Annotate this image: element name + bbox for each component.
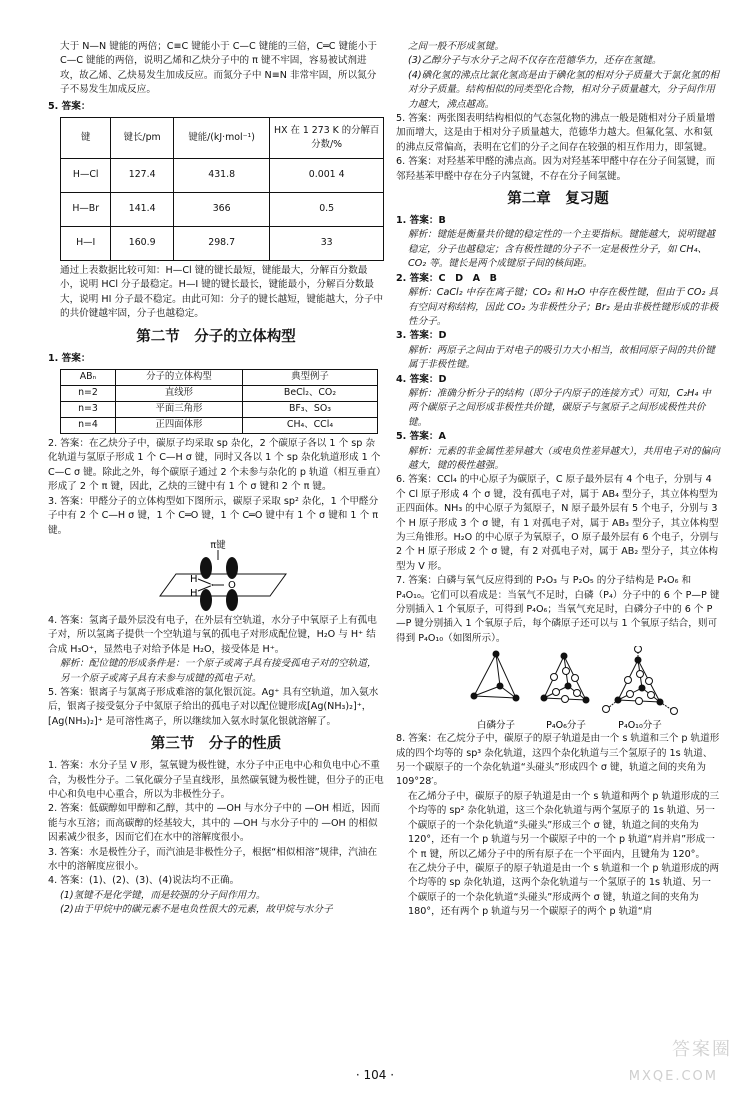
- q4-answer: 4. 答案：氢离子最外层没有电子，在外层有空轨道，水分子中氧原子上有孤电子对，所以氢离子提供一个空轨道与氧的孤电子对形成配位键，H₂O 与 H⁺ 结合成 H₃O⁺，显然电子对给予体是 H₂O，接受体是 H⁺。: [48, 614, 377, 655]
- watermark-logo: 答案圈: [672, 1039, 732, 1060]
- review-q3-answer: 3. 答案：D: [396, 330, 447, 342]
- table-row: [61, 386, 378, 402]
- formaldehyde-diagram: [48, 538, 384, 614]
- svg-text:H: H: [190, 587, 198, 599]
- table-header: 典型例子: [243, 370, 378, 386]
- review-q8-acetylene: 在乙炔分子中，碳原子的原子轨道是由一个 s 轨道和一个 p 轨道形成的两个均等的 sp 杂化轨道，这两个杂化轨道与一个氢原子的 1s 轨道、另一个碳原子的一个杂化轨道“头碰头”形成两个 σ 键，轨道之间的夹角为 180°，还有两个 p 轨道与另一个碳原子的两个 p 轨道“肩: [408, 862, 720, 918]
- s3-q4-part1: (1)氢键不是化学键，而是较强的分子间作用力。: [60, 889, 266, 901]
- table-row: [61, 193, 384, 227]
- q4-explanation: 解析：配位键的形成条件是：一个原子或离子具有接受孤电子对的空轨道，另一个原子或离子具有未参与成键的孤电子对。: [60, 658, 377, 684]
- table-row: [61, 227, 384, 261]
- review-q1-explanation: 解析：键能是衡量共价键的稳定性的一个主要指标。键能越大，说明键越稳定，分子也越稳定；含有极性键的分子不一定是极性分子，如 CH₄、CO₂ 等。键长是两个成键原子间的核间距。: [408, 229, 715, 270]
- s3-q3-answer: 3. 答案：水是极性分子，而汽油是非极性分子，根据“相似相溶”规律，汽油在水中的溶解度应很小。: [48, 846, 378, 872]
- review-q6-answer: 6. 答案：CCl₄ 的中心原子为碳原子，C 原子最外层有 4 个电子，分别与 4 个 Cl 原子形成 4 个 σ 键，没有孤电子对，属于 AB₄ 型分子，其立体构型为正四面体。NH₃ 的中心原子为氮原子，N 原子最外层有 5 个电子，分别与 3 个 H 原子形成 3 个 σ 键，有 1 对孤电子对，属于 AB₃ 型分子，其立体构型为三角锥形。H₂O 的中心原子为氧原子，O 原子最外层有 6 个电子，分别与 2 个 H 原子形成 2 个 σ 键，有 2 对孤电子对，属于 AB₂ 型分子，其立体构型为 V 形。: [396, 474, 719, 572]
- review-q8-answer: 8. 答案：在乙烷分子中，碳原子的原子轨道是由一个 s 轨道和三个 p 轨道形成的四个均等的 sp³ 杂化轨道，这四个杂化轨道与三个氢原子的 1s 轨道、另一个碳原子的一个杂化轨道“头碰头”形成四个 σ 键，轨道之间的夹角为 109°28′。: [396, 733, 720, 788]
- review-q2-answer: 2. 答案：C D A B: [396, 272, 497, 284]
- page-number: · 104 ·: [355, 1068, 395, 1082]
- pi-bond-label: π键: [210, 539, 226, 551]
- table-header: 键: [61, 118, 111, 159]
- s3-q4-part3: (3)乙醇分子与水分子之间不仅存在范德华力，还存在氢键。: [408, 55, 662, 67]
- table-cell: 33: [270, 227, 384, 261]
- left-column: [48, 40, 384, 918]
- svg-text:H: H: [190, 573, 198, 585]
- table-header: 键能/(kJ·mol⁻¹): [173, 118, 269, 159]
- review-q5-explanation: 解析：元素的非金属性差异越大（或电负性差异越大），共用电子对的偏向越大，键的极性越强。: [408, 445, 720, 471]
- p4o10-molecule: [603, 646, 678, 715]
- table-cell: 431.8: [173, 159, 269, 193]
- review-q4-answer: 4. 答案：D: [396, 373, 447, 385]
- table-cell: H—I: [61, 227, 111, 261]
- table-cell: 141.4: [111, 193, 174, 227]
- bond-data-table: [60, 117, 384, 261]
- fig-label-white-phosphorus: 白磷分子: [476, 720, 516, 732]
- review-q2-explanation: 解析：CaCl₂ 中存在离子键；CO₂ 和 H₂O 中存在极性键，但由于 CO₂ 具有空间对称结构，因此 CO₂ 为非极性分子；Br₂ 是由非极性键形成的非极性分子。: [408, 287, 719, 327]
- review-q5-answer: 5. 答案：A: [396, 431, 446, 443]
- table-cell: BF₃、SO₃: [243, 402, 378, 418]
- table-cell: 0.5: [270, 193, 384, 227]
- table-row: [61, 402, 378, 418]
- table-cell: H—Cl: [61, 159, 111, 193]
- table-cell: 0.001 4: [270, 159, 384, 193]
- white-phosphorus-molecule: [471, 651, 519, 701]
- table-header: 键长/pm: [111, 118, 174, 159]
- table-cell: 366: [173, 193, 269, 227]
- s3-q6-answer: 6. 答案：对羟基苯甲醛的沸点高。因为对羟基苯甲醛中存在分子间氢键，而邻羟基苯甲醛中存在分子内氢键，不存在分子间氢键。: [396, 156, 716, 182]
- q3-answer: 3. 答案：甲醛分子的立体构型如下图所示，碳原子采取 sp² 杂化，1 个甲醛分子中有 2 个 C—H σ 键，1 个 C═O 键，1 个 C═O 键中有 1 个 σ 键和 1 个 π 键。: [48, 495, 379, 536]
- table-cell: 正四面体形: [116, 418, 243, 434]
- q5b-answer: 5. 答案：银离子与氯离子形成难溶的氯化银沉淀。Ag⁺ 具有空轨道，加入氨水后，银离子接受氨分子中氮原子给出的孤电子对以配位键形成[Ag(NH₃)₂]⁺，[Ag(NH₃)₂]⁺ 是可溶性离子，所以继续加入氨水时氯化银就溶解了。: [48, 686, 379, 727]
- q5-label: 5. 答案：: [48, 100, 91, 112]
- review-q8-ethylene: 在乙烯分子中，碳原子的原子轨道是由一个 s 轨道和两个 p 轨道形成的三个均等的 sp² 杂化轨道，这三个杂化轨道与两个氢原子的 1s 轨道、另一个碳原子的一个杂化轨道“头碰头”形成三个 σ 键，轨道之间的夹角为 120°，还有一个 p 轨道与另一个碳原子中的一个 p 轨道“肩并肩”形成一个 π 键，所以乙烯分子中的所有原子在一个平面内，且键角为 120°。: [408, 790, 720, 860]
- watermark-url: MXQE.COM: [628, 1069, 718, 1084]
- table-header: 分子的立体构型: [116, 370, 243, 386]
- phosphorus-oxide-diagram: [396, 646, 720, 732]
- review-q7-answer: 7. 答案：白磷与氧气反应得到的 P₂O₃ 与 P₂O₅ 的分子结构是 P₄O₆ 和 P₄O₁₀。它们可以看成是：当氧气不足时，白磷（P₄）分子中的 6 个 P—P 键分别插入 1 个氧原子，可得到 P₄O₆；当氧气充足时，白磷分子中的 6 个 P—P 键分别插入 1 个氧原子后，每个磷原子还可以与 1 个氧原子结合，则可得到 P₄O₁₀（如图所示）。: [396, 575, 720, 644]
- review-q1-answer: 1. 答案：B: [396, 215, 446, 227]
- s3-q4-answer: 4. 答案：(1)、(2)、(3)、(4)说法均不正确。: [48, 875, 240, 887]
- table-cell: 直线形: [116, 386, 243, 402]
- table-row: [61, 159, 384, 193]
- table-cell: n=4: [61, 418, 116, 434]
- table-header-row: [61, 118, 384, 159]
- continued-text: 之间一般不形成氢键。: [408, 41, 504, 52]
- review-q4-explanation: 解析：准确分析分子的结构（即分子内原子的连接方式）可知，C₂H₄ 中两个碳原子之间形成非极性共价键，碳原子与氢原子之间形成极性共价键。: [408, 387, 711, 428]
- table-cell: 298.7: [173, 227, 269, 261]
- chapter-review-title: 第二章 复习题: [507, 191, 609, 208]
- q1-label: 1. 答案：: [48, 352, 91, 364]
- table-cell: CH₄、CCl₄: [243, 418, 378, 434]
- geometry-table: [60, 369, 378, 434]
- table-cell: 平面三角形: [116, 402, 243, 418]
- right-column: [396, 40, 720, 920]
- s3-q1-answer: 1. 答案：水分子呈 V 形，氢氧键为极性键，水分子中正电中心和负电中心不重合，为极性分子。二氧化碳分子呈直线形，虽然碳氧键为极性键，但分子的正电中心和负电中心重合，所以为非极性分子。: [48, 760, 384, 800]
- s3-q4-part4: (4)碘化氢的沸点比氯化氢高是由于碘化氢的相对分子质量大于氯化氢的相对分子质量。结构相似的同类型化合物，相对分子质量越大，分子间作用力越大，沸点越高。: [408, 69, 719, 110]
- s3-q4-part2: (2)由于甲烷中的碳元素不是电负性很大的元素，故甲烷与水分子: [60, 904, 333, 916]
- table-header: HX 在 1 273 K 的分解百分数/%: [270, 118, 384, 159]
- section-title: 第二节 分子的立体构型: [136, 328, 296, 345]
- q5-explanation: 通过上表数据比较可知：H—Cl 键的键长最短，键能最大，分解百分数最小，说明 HCl 分子最稳定。H—I 键的键长最长，键能最小，分解百分数最大，说明 HI 分子最不稳定。由此可知：分子的键长越短，键能越大，分子中的共价键越牢固，分子也越稳定。: [60, 265, 384, 320]
- table-header-row: [61, 370, 378, 386]
- table-header: ABₙ: [61, 370, 116, 386]
- fig-label-p4o6: P₄O₆分子: [546, 720, 586, 732]
- table-cell: H—Br: [61, 193, 111, 227]
- table-cell: BeCl₂、CO₂: [243, 386, 378, 402]
- table-cell: 160.9: [111, 227, 174, 261]
- review-q3-explanation: 解析：两原子之间由于对电子的吸引力大小相当，故相同原子间的共价键属于非极性键。: [408, 344, 715, 371]
- table-cell: n=3: [61, 402, 116, 418]
- s3-q5-answer: 5. 答案：两张图表明结构相似的气态氢化物的沸点一般是随相对分子质量增加而增大，这是由于相对分子质量越大，范德华力越大。但氟化氢、水和氨的沸点反常偏高，表明在它们的分子之间存在较强的相互作用力，即氢键。: [396, 113, 716, 153]
- intro-paragraph: 大于 N—N 键能的两倍；C≡C 键能小于 C—C 键能的三倍，C═C 键能小于 C—C 键能的两倍，说明乙烯和乙炔分子中的 π 键不牢固，容易被试剂进攻，故乙烯、乙炔易发生加成反应。而氮分子中 N≡N 非常牢固，所以氮分子不易发生加成反应。: [60, 41, 377, 96]
- section-title: 第三节 分子的性质: [150, 736, 282, 753]
- table-cell: 127.4: [111, 159, 174, 193]
- s3-q2-answer: 2. 答案：低碳醇如甲醇和乙醇，其中的 —OH 与水分子中的 —OH 相近，因而能与水互溶；而高碳醇的烃基较大，其中的 —OH 与水分子中的 —OH 的相似因素减少很多，因而它们在水中的溶解度很小。: [48, 803, 381, 844]
- q2-answer: 2. 答案：在乙炔分子中，碳原子均采取 sp 杂化，2 个碳原子各以 1 个 sp 杂化轨道与氢原子形成 1 个 C—H σ 键，同时又各以 1 个 sp 杂化轨道形成 1 个 C—C σ 键。除此之外，每个碳原子通过 2 个未参与杂化的 p 轨道（相互垂直）形成了 2 个 π 键，因此，乙炔的三键中有 1 个 σ 键和 2 个 π 键。: [48, 438, 381, 493]
- fig-label-p4o10: P₄O₁₀分子: [618, 720, 662, 732]
- svg-text:O: O: [228, 579, 236, 591]
- table-row: [61, 418, 378, 434]
- table-cell: n=2: [61, 386, 116, 402]
- svg-text:C: C: [210, 579, 217, 591]
- p4o6-molecule: [541, 653, 589, 703]
